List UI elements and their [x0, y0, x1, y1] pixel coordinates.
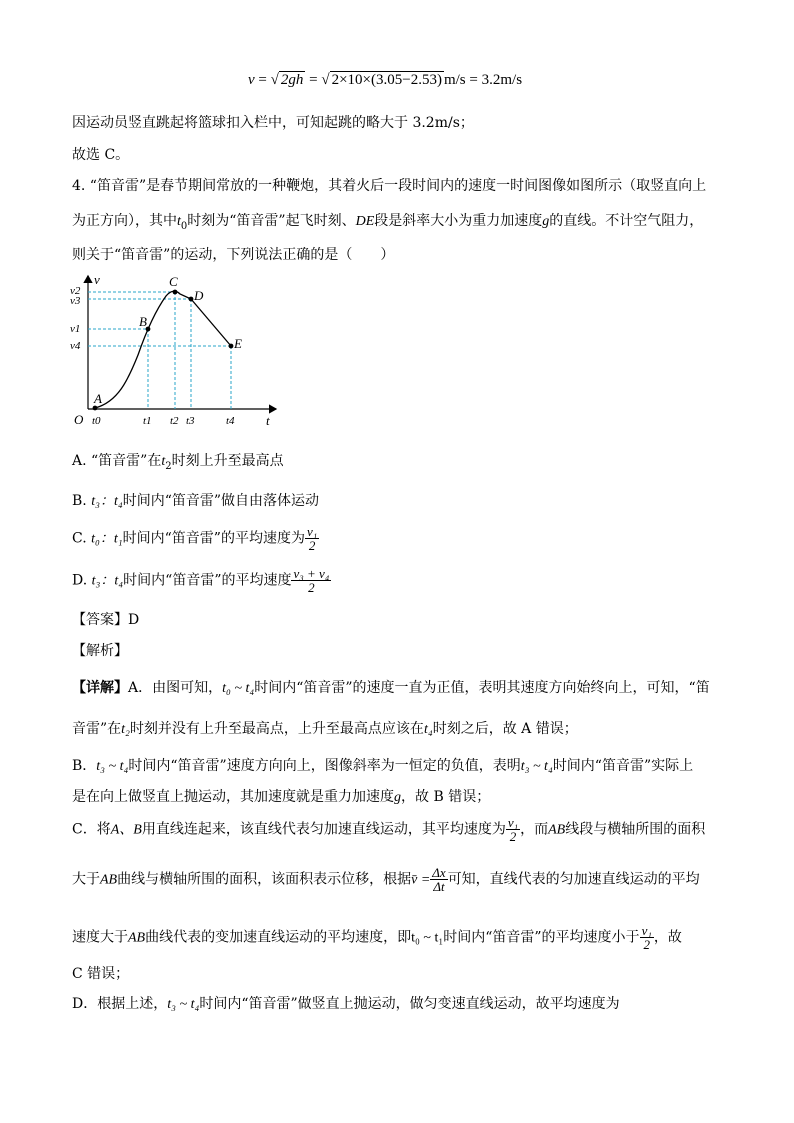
explain-b-line1: [72, 755, 693, 775]
vt-curve: [95, 291, 231, 408]
option-b-suffix: 时间内“笛音雷”做自由落体运动: [122, 493, 320, 509]
explain-b1-mid: 时间内“笛音雷”速度方向向上，图像斜率为一恒定的负值，表明: [128, 758, 521, 774]
explain-c2-end: 可知，直线代表的匀加速直线运动的平均: [447, 871, 700, 888]
formula-sqrt1: 2gh: [280, 72, 304, 88]
option-a-sub: 2: [165, 460, 172, 472]
explain-c1-fraction: [506, 816, 520, 843]
explain-c1-num: v₁: [507, 815, 519, 830]
explain-a-line1: [72, 677, 710, 697]
option-d-mid: 时间内“笛音雷”的平均速度: [123, 572, 292, 589]
q2-b: 时刻为“笛音雷”起飞时刻、: [187, 213, 356, 229]
explain-c-line2: [72, 866, 700, 893]
explain-c-line1: [72, 816, 705, 843]
explain-a2-end: 时刻之后，故 A 错误；: [432, 721, 578, 737]
option-d-num: v₃ + v₄: [293, 566, 330, 581]
explain-b2: 是在向上做竖直上抛运动，其加速度就是重力加速度: [72, 789, 394, 805]
option-a: [72, 450, 284, 472]
q2-c: 段是斜率大小为重力加速度: [374, 213, 543, 229]
option-c-range: t₀：t₁: [91, 531, 123, 547]
answer-label: 【答案】D: [72, 612, 140, 628]
point-e: [229, 344, 234, 349]
explain-d1-end: 时间内“笛音雷”做竖直上抛运动，做匀变速直线运动，故平均速度为: [199, 996, 620, 1012]
q2-a: 为正方向），其中: [72, 213, 177, 229]
explain-c3-end: ，故: [653, 929, 682, 946]
explain-a1-range: t₀ ~ t₄: [222, 681, 255, 696]
label-point-e: E: [234, 336, 242, 351]
label-t2: t2: [170, 415, 179, 427]
explain-a2-t: t₂: [121, 722, 130, 737]
option-a-t: t: [161, 454, 166, 469]
analysis-label: 【解析】: [72, 643, 128, 659]
explain-b1-range2: t₃ ~ t₄: [520, 759, 553, 774]
explain-c2-vbar: v̄ =: [411, 872, 431, 888]
sqrt-sign-2: √: [321, 72, 330, 88]
option-d-den: 2: [291, 580, 331, 594]
explain-c3-mid2: 时间内“笛音雷”的平均速度小于: [443, 929, 640, 946]
explain-a1: A．由图可知，: [128, 680, 223, 696]
option-b-range: t₃：t₄: [91, 494, 123, 509]
explain-c3-range: t₀ ~ t₁: [411, 930, 444, 946]
option-d: [72, 567, 331, 594]
option-c-num: v₁: [306, 524, 318, 539]
explain-c1-pre: C．将: [72, 821, 111, 838]
explain-c-line3: [72, 924, 682, 951]
option-b: [72, 490, 319, 510]
q2-d: 的直线。不计空气阻力，: [549, 213, 704, 229]
explain-a1-rest: 时间内“笛音雷”的速度一直为正值，表明其速度方向始终向上，可知，“笛: [254, 680, 710, 696]
option-d-fraction: [291, 567, 331, 594]
label-v1: v1: [70, 323, 81, 335]
label-t3: t3: [186, 415, 195, 427]
explain-c3-fraction: [640, 924, 654, 951]
explain-c2-ab: AB: [100, 872, 118, 888]
explain-b2-end: ，故 B 错误；: [401, 789, 491, 805]
formula-top: [248, 72, 522, 89]
option-c-den: 2: [305, 538, 319, 552]
x-axis-label: t: [266, 413, 270, 428]
explain-c2-num: Δx: [432, 865, 446, 880]
explain-c3-ab: AB: [128, 930, 146, 946]
label-point-a: A: [94, 391, 102, 406]
point-d: [189, 297, 194, 302]
label-v3: v3: [70, 295, 81, 307]
question-line3: 则关于“笛音雷”的运动，下列说法正确的是（ ）: [72, 247, 395, 263]
explain-b-line2: [72, 786, 490, 806]
explain-a2-rest: 时刻并没有上升至最高点，上升至最高点应该在: [129, 721, 424, 737]
option-d-range: t₃：t₄: [91, 573, 124, 589]
explain-c3-num: v₁: [641, 923, 652, 938]
explain-a-line2: [72, 718, 578, 738]
formula-eq2: =: [309, 72, 318, 88]
explain-d1-range: t₃ ~ t₄: [167, 997, 200, 1012]
formula-result: 3.2m/s: [481, 72, 523, 88]
prev-answer-line2: 故选 C。: [72, 147, 130, 163]
explain-c1-end: 线段与横轴所围的面积: [565, 821, 706, 838]
explain-c2-mid: 曲线与横轴所围的面积，该面积表示位移，根据: [117, 871, 412, 888]
explain-c1-mid: 用直线连起来，该直线代表匀加速直线运动，其平均速度为: [141, 821, 506, 838]
option-a-prefix: A. “笛音雷”在: [72, 453, 162, 469]
formula-eq3: =: [469, 72, 478, 88]
prev-answer-line1: 因运动员竖直跳起将篮球扣入栏中，可知起跳的略大于 3.2m/s；: [72, 115, 474, 131]
label-point-c: C: [169, 274, 178, 289]
vt-graph: [68, 270, 288, 430]
label-t4: t4: [226, 415, 235, 427]
option-c-prefix: C.: [72, 530, 92, 547]
explain-c1-mid2: ，而: [520, 821, 549, 838]
question-line2: [72, 210, 703, 232]
explain-a2-pre: 音雷”在: [72, 721, 122, 737]
label-t0: t0: [92, 415, 101, 427]
question-line1: 4. “笛音雷”是春节期间常放的一种鞭炮，其着火后一段时间内的速度一时间图像如图所示（取竖直向上: [72, 178, 707, 194]
label-v4: v4: [70, 340, 81, 352]
option-d-prefix: D.: [72, 572, 92, 589]
option-a-suffix: 时刻上升至最高点: [171, 453, 284, 469]
label-t1: t1: [143, 415, 152, 427]
formula-unit1: m/s: [443, 72, 466, 88]
explain-b2-g: g: [394, 790, 401, 805]
explain-a2-t4: t₄: [423, 722, 433, 737]
option-c: [72, 525, 319, 552]
label-v2: v2: [70, 285, 81, 297]
option-c-fraction: [305, 525, 319, 552]
explain-c1-ab: A、B: [110, 822, 142, 838]
explain-d1-pre: D．根据上述，: [72, 996, 168, 1012]
origin-label: O: [74, 412, 84, 427]
option-c-mid: 时间内“笛音雷”的平均速度为: [122, 530, 305, 547]
formula-lhs: v: [248, 72, 255, 88]
explain-b1-end: 时间内“笛音雷”实际上: [552, 758, 694, 774]
explain-c1-ab2: AB: [548, 822, 566, 838]
point-a: [93, 406, 98, 411]
explain-c2-den: Δt: [430, 879, 447, 893]
explain-tag: 【详解】: [72, 680, 128, 696]
q2-de: DE: [355, 214, 375, 229]
q2-t0: t: [177, 214, 181, 229]
explain-b1-range: t₃ ~ t₄: [96, 759, 129, 774]
explain-c2-pre: 大于: [72, 871, 100, 888]
q2-t0-sub: 0: [180, 220, 188, 232]
y-axis-label: v: [94, 272, 100, 287]
explain-c3-pre: 速度大于: [72, 929, 128, 946]
explain-c3-mid: 曲线代表的变加速直线运动的平均速度，即: [145, 929, 412, 946]
label-point-b: B: [139, 314, 147, 329]
explain-c1-den: 2: [506, 829, 520, 843]
explain-c2-fraction: [430, 866, 447, 893]
explain-b1-pre: B．: [72, 758, 97, 774]
formula-sqrt2: 2×10×(3.05−2.53): [331, 72, 442, 88]
explain-d-line1: [72, 993, 620, 1013]
label-point-d: D: [194, 288, 204, 303]
explain-c3-den: 2: [640, 937, 654, 951]
point-c: [173, 290, 178, 295]
explain-c-line4: C 错误；: [72, 966, 130, 982]
option-b-prefix: B.: [72, 493, 92, 509]
q2-g: g: [542, 214, 550, 229]
formula-eq1: =: [258, 72, 267, 88]
sqrt-sign-1: √: [270, 72, 279, 88]
